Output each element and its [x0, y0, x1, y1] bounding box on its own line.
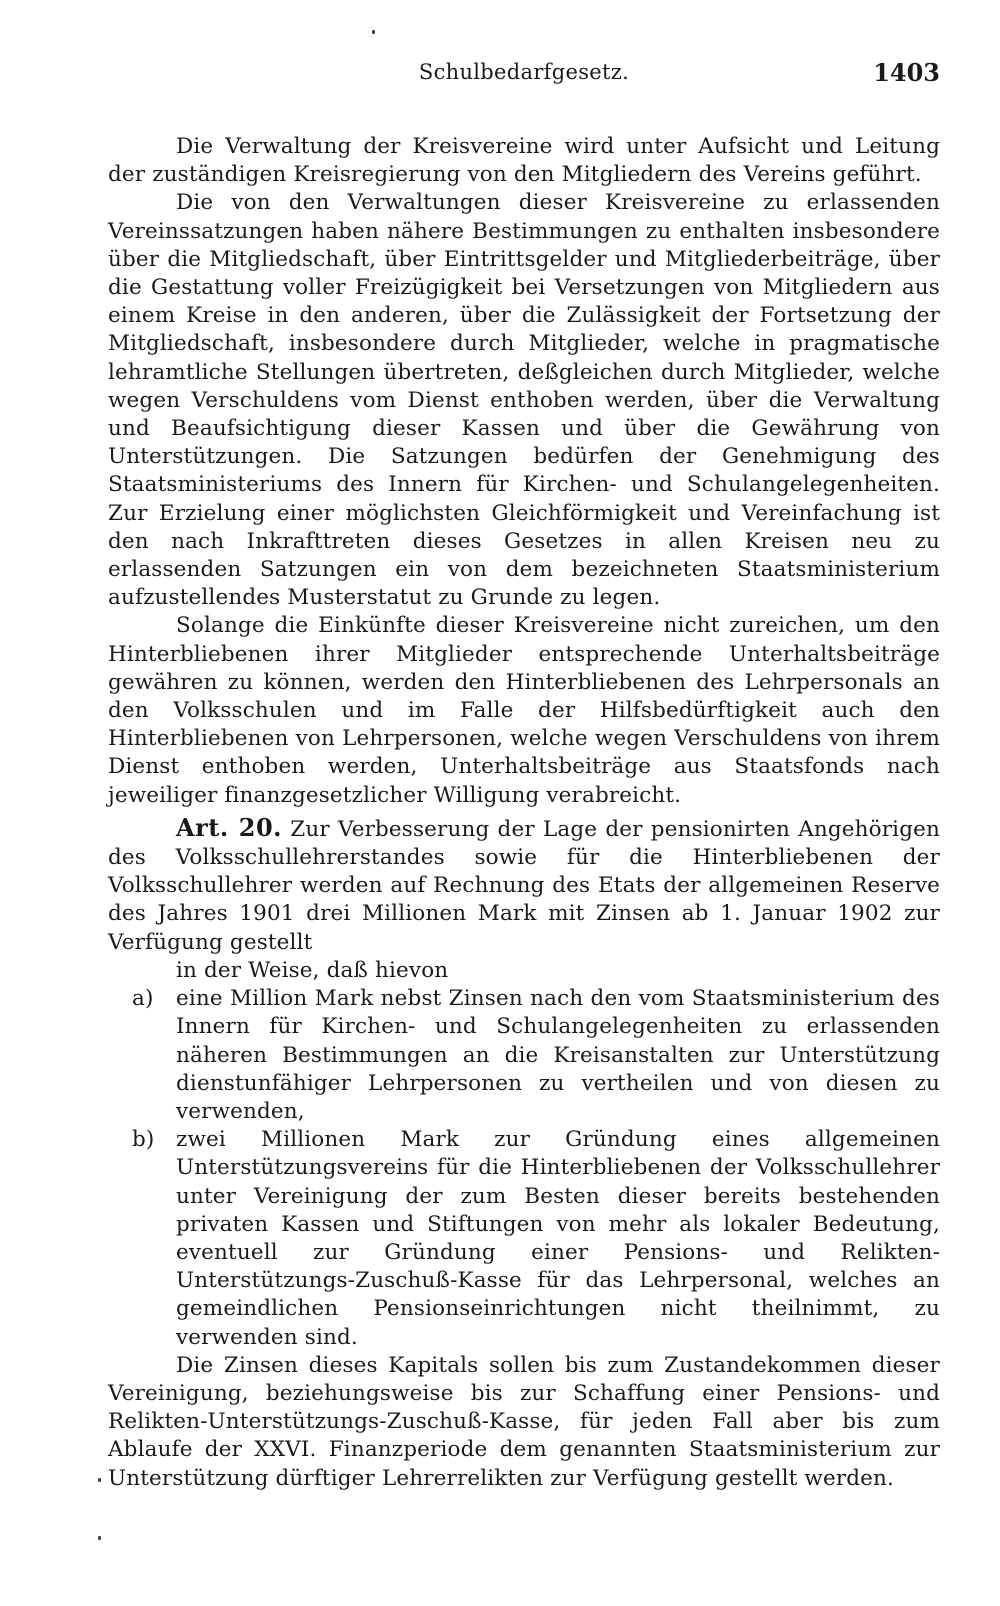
- paragraph: Die Verwaltung der Kreisvereine wird unter Aufsicht und Leitung der zuständigen Kreisregierung von den Mitgliedern des Vereins geführt.: [108, 134, 940, 188]
- article-intro: in der Weise, daß hievon: [176, 957, 449, 983]
- list-item: [108, 1126, 940, 1352]
- scan-speck: [98, 1536, 101, 1540]
- list-marker: b): [132, 1127, 155, 1153]
- list-item-text: eine Million Mark nebst Zinsen nach den vom Staatsministerium des Innern für Kirchen- und Schulangelegenheiten zu erlassenden näheren Bestimmungen an die Kreisanstalten zur Unterstützung dienstunfähiger Lehrpersonen zu vertheilen und von diesen zu verwenden,: [176, 986, 940, 1124]
- closing-paragraph: Die Zinsen dieses Kapitals sollen bis zum Zustandekommen dieser Vereinigung, beziehungsweise bis zur Schaffung einer Pensions- und Relikten-Unterstützungs-Zuschuß-Kasse, für jeden Fall aber bis zum Ablaufe der XXVI. Finanzperiode dem genannten Staatsministerium zur Unterstützung dürftiger Lehrerrelikten zur Verfügung gestellt werden.: [108, 1352, 940, 1491]
- article-paragraph: [108, 814, 940, 957]
- list-marker: a): [132, 986, 154, 1012]
- page-header: [108, 60, 940, 100]
- scan-speck: [372, 30, 375, 34]
- running-title: Schulbedarfgesetz.: [418, 60, 630, 84]
- body-text: [108, 133, 940, 1493]
- scan-speck: [98, 1478, 101, 1482]
- article-text: Zur Verbesserung der Lage der pensionirten Angehörigen des Volksschullehrerstandes sowie für die Hinterbliebenen der Volksschullehrer werden auf Rechnung des Etats der allgemeinen Reserve des Jahres 1901 drei Millionen Mark mit Zinsen ab 1. Januar 1902 zur Verfügung gestellt: [108, 816, 940, 955]
- list-item: [108, 985, 940, 1126]
- article-list: [108, 985, 940, 1352]
- paragraph: Solange die Einkünfte dieser Kreisvereine nicht zureichen, um den Hinterbliebenen ihrer Mitglieder entsprechende Unterhaltsbeiträge gewähren zu können, werden den Hinterbliebenen des Lehrpersonals an den Volksschulen und im Falle der Hilfsbedürftigkeit auch den Hinterbliebenen von Lehrpersonen, welche wegen Verschuldens von ihrem Dienst enthoben werden, Unterhaltsbeiträge aus Staatsfonds nach jeweiliger finanzgesetzlicher Willigung verabreicht.: [108, 613, 940, 808]
- page-number: 1403: [873, 58, 940, 87]
- article-label: Art. 20.: [176, 812, 283, 842]
- list-item-text: zwei Millionen Mark zur Gründung eines allgemeinen Unterstützungsvereins für die Hinterbliebenen der Volksschullehrer unter Vereinigung der zum Besten dieser bereits bestehenden privaten Kassen und Stiftungen von mehr als lokaler Bedeutung, eventuell zur Gründung einer Pensions- und Relikten-Unterstützungs-Zuschuß-Kasse für das Lehrpersonal, welches an gemeindlichen Pensionseinrichtungen nicht theilnimmt, zu verwenden sind.: [176, 1127, 940, 1350]
- paragraph: Die von den Verwaltungen dieser Kreisvereine zu erlassenden Vereinssatzungen haben nähere Bestimmungen zu enthalten insbesondere über die Mitgliedschaft, über Eintrittsgelder und Mitgliederbeiträge, über die Gestattung voller Freizügigkeit bei Versetzungen von Mitgliedern aus einem Kreise in den anderen, über die Zulässigkeit der Fortsetzung der Mitgliedschaft, insbesondere durch Mitglieder, welche in pragmatische lehramtliche Stellungen übertreten, deßgleichen durch Mitglieder, welche wegen Verschuldens vom Dienst enthoben werden, über die Verwaltung und Beaufsichtigung dieser Kassen und über die Gewährung von Unterstützungen. Die Satzungen bedürfen der Genehmigung des Staatsministeriums des Innern für Kirchen- und Schulangelegenheiten. Zur Erzielung einer möglichsten Gleichförmigkeit und Vereinfachung ist den nach Inkrafttreten dieses Gesetzes in allen Kreisen neu zu erlassenden Satzungen ein von dem bezeichneten Staatsministerium aufzustellendes Musterstatut zu Grunde zu legen.: [108, 190, 940, 611]
